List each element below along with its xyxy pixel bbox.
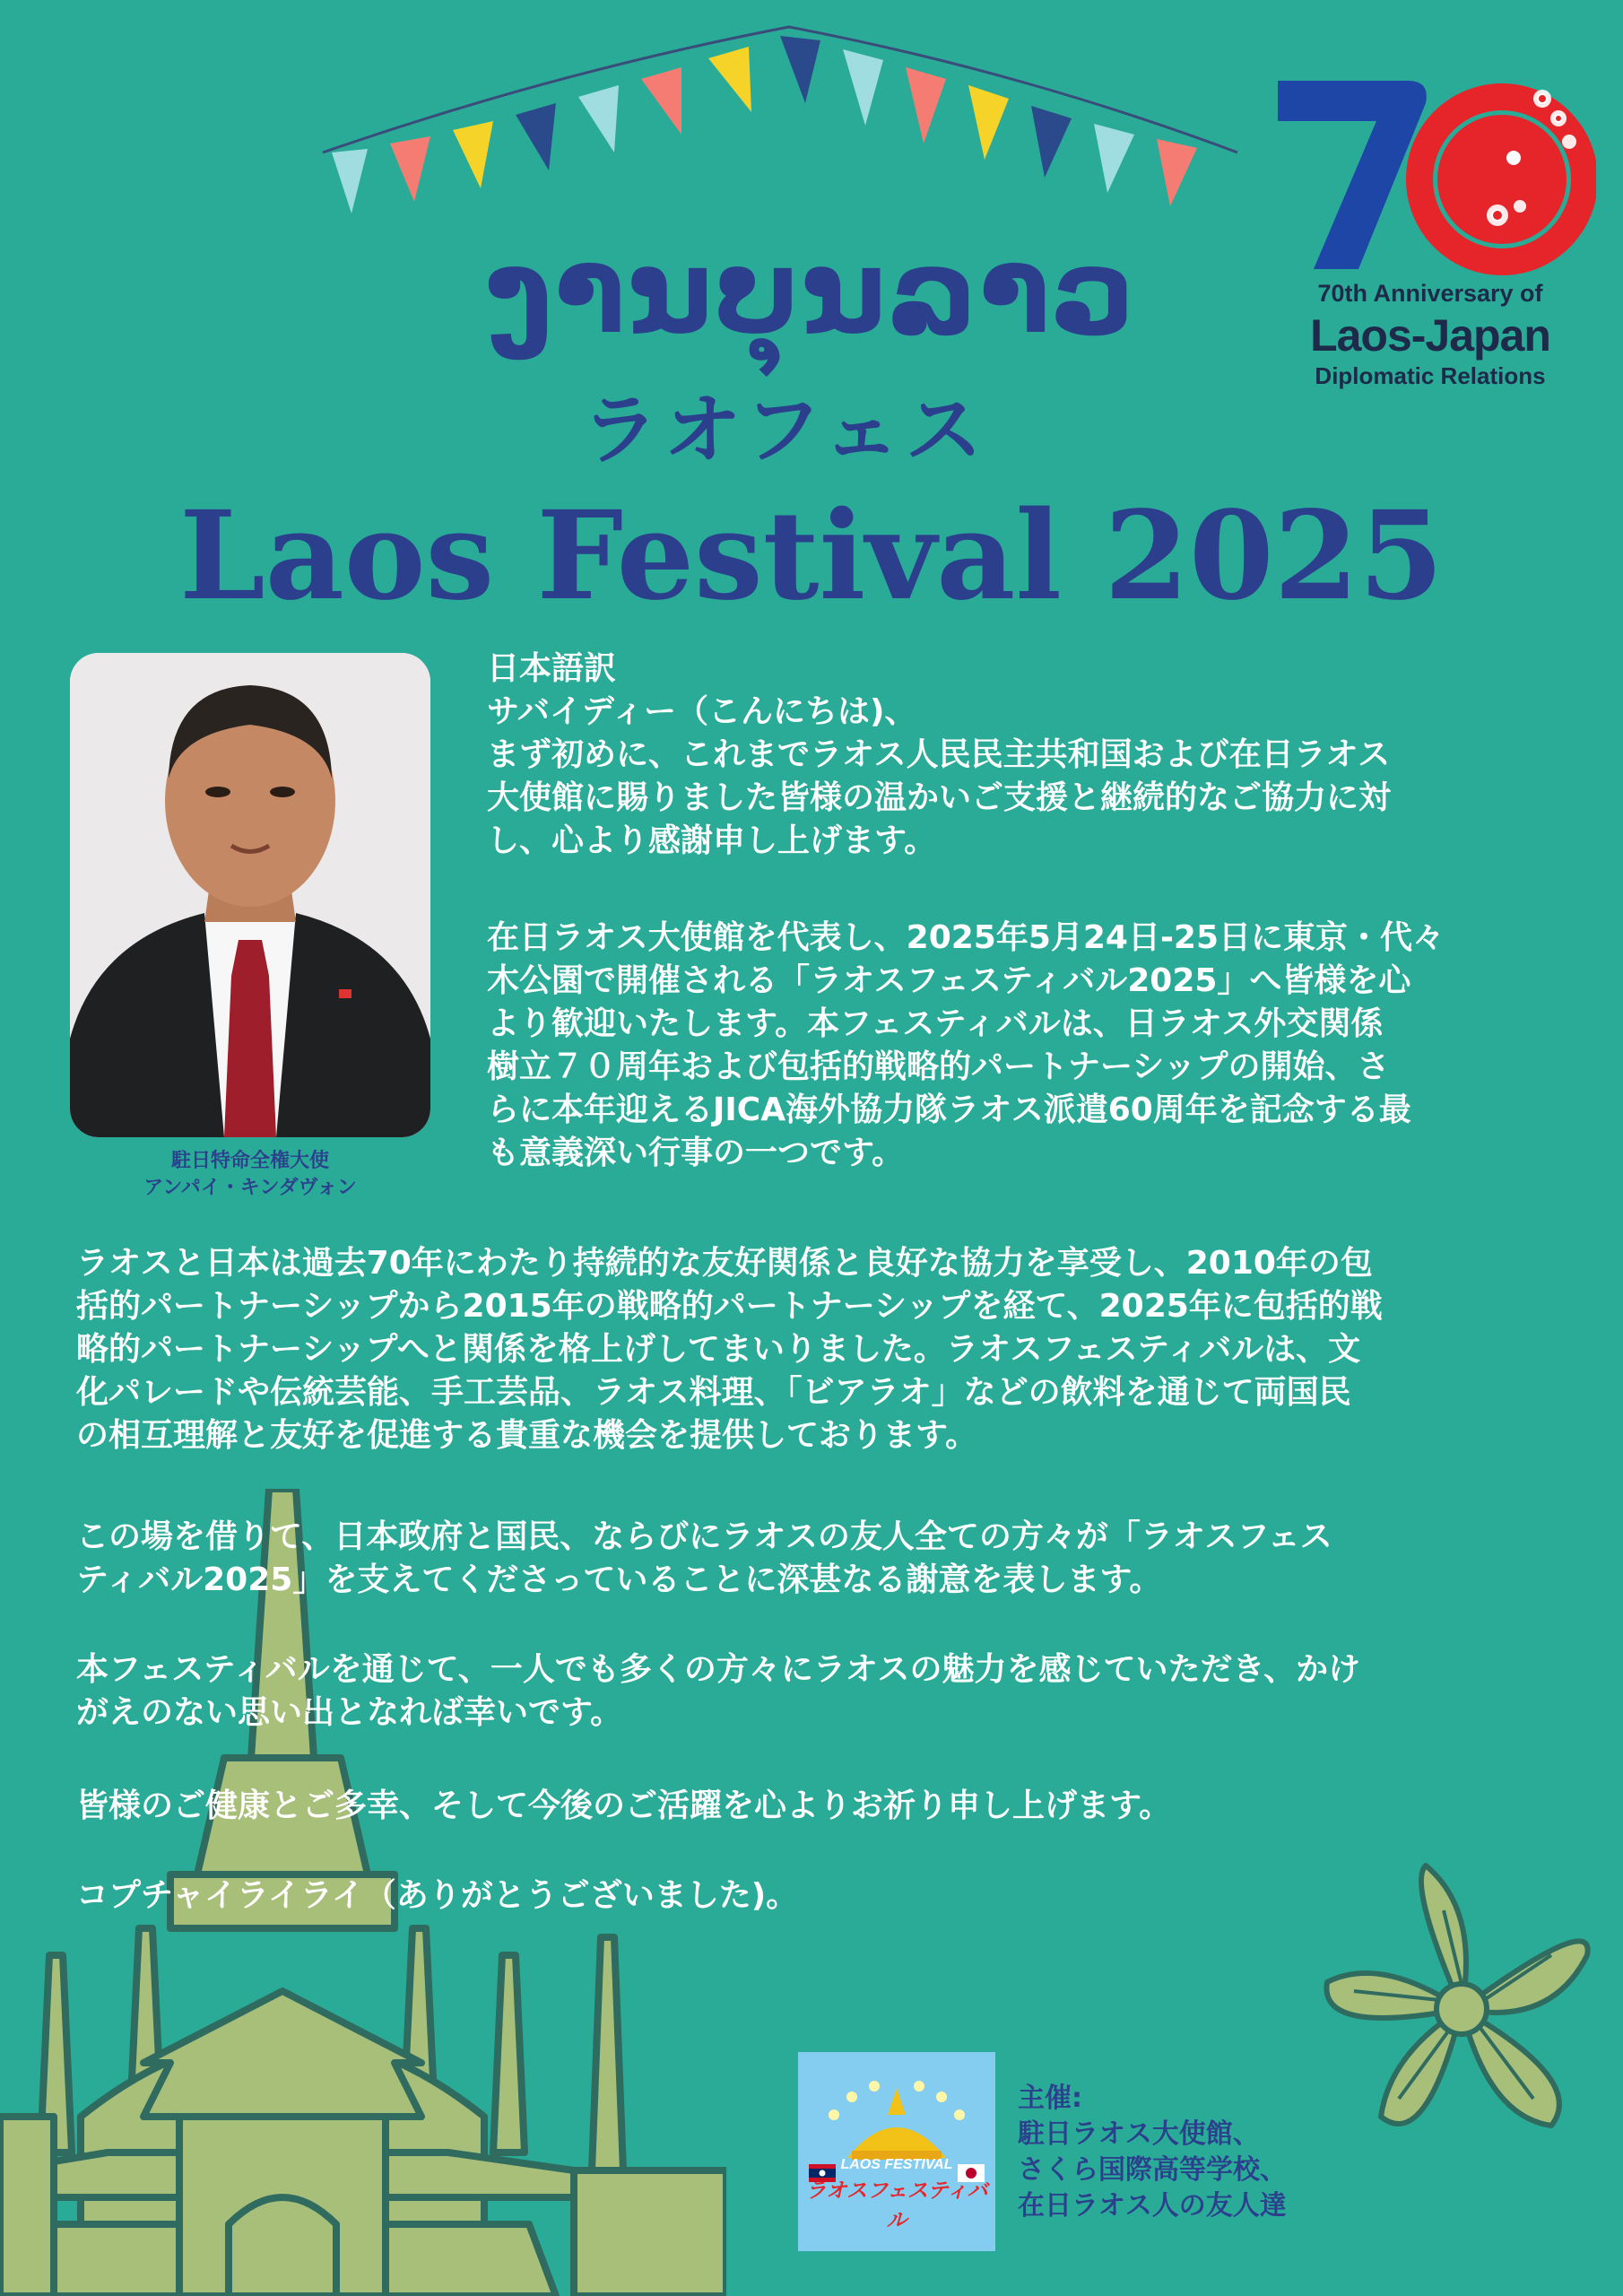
message-intro: 日本語訳 サバイディー（こんにちは)、 まず初めに、これまでラオス人民民主共和国および在日ラオス 大使館に賜りました皆様の温かいご支援と継続的なご協力に対 し、心より感謝申し上げます。 (487, 650, 1392, 859)
anniversary-70-logo (1273, 72, 1596, 413)
organizer-item: 駐日ラオス大使館、 (1018, 2118, 1260, 2150)
ambassador-portrait (70, 653, 430, 1137)
portrait-caption-title: 駐日特命全権大使 (170, 1150, 329, 1172)
organizer-item: 在日ラオス人の友人達 (1018, 2190, 1287, 2222)
message-paragraph-5: 本フェスティバルを通じて、一人でも多くの方々にラオスの魅力を感じていただき、かけ がえのない思い出となれば幸いです。 (76, 1651, 1361, 1731)
organizer-item: さくら国際高等学校、 (1018, 2154, 1287, 2186)
portrait-caption-name: アンパイ・キンダヴォン (143, 1177, 357, 1199)
anniversary-logo-line3: Diplomatic Relations (1315, 362, 1546, 389)
message-paragraph-3: ラオスと日本は過去70年にわたり持続的な友好関係と良好な協力を享受し、2010年の包 括的パートナーシップから2015年の戦略的パートナーシップを経て、2025年に包括的戦 略的パートナーシップへと関係を格上げしてまいりました。ラオスフェスティバルは、文 化パレードや伝統芸能、手工芸品、ラオス料理、「ビアラオ」などの飲料を通じて両国民 の相互理解と友好を促進する貴重な機会を提供しております。 (76, 1245, 1383, 1454)
organizer-label: 主催: (1018, 2083, 1082, 2114)
message-paragraph-4: この場を借りて、日本政府と国民、ならびにラオスの友人全ての方々が「ラオスフェス ティバル2025」を支えてくださっていることに深甚なる謝意を表します。 (76, 1518, 1332, 1598)
message-closing: コプチャイライライ（ありがとうございました)。 (76, 1877, 799, 1914)
anniversary-logo-line2: Laos-Japan (1310, 310, 1550, 361)
message-paragraph-2: 在日ラオス大使館を代表し、2025年5月24日-25日に東京・代々 木公園で開催される「ラオスフェスティバル2025」へ皆様を心 より歓迎いたします。本フェスティバルは、日ラオス外交関係 樹立７０周年および包括的戦略的パートナーシップの開始、さ らに本年迎えるJICA海外協力隊ラオス派遣60周年を記念する最 も意義深い行事の一つです。 (487, 919, 1445, 1171)
title-japanese: ラオフェス (581, 386, 988, 475)
title-lao: ງານບຸນລາວ (486, 223, 1137, 360)
fest-logo-english: LAOS FESTIVAL (840, 2157, 953, 2172)
fest-logo-japanese: ラオスフェスティバル (805, 2179, 988, 2232)
organizers-block (1018, 2081, 1341, 2224)
bunting-decoration (305, 18, 1255, 233)
title-english: Laos Festival 2025 (179, 484, 1444, 628)
message-paragraph-6: 皆様のご健康とご多幸、そして今後のご活躍を心よりお祈り申し上げます。 (76, 1787, 1172, 1824)
anniversary-logo-line1: 70th Anniversary of (1317, 280, 1543, 307)
